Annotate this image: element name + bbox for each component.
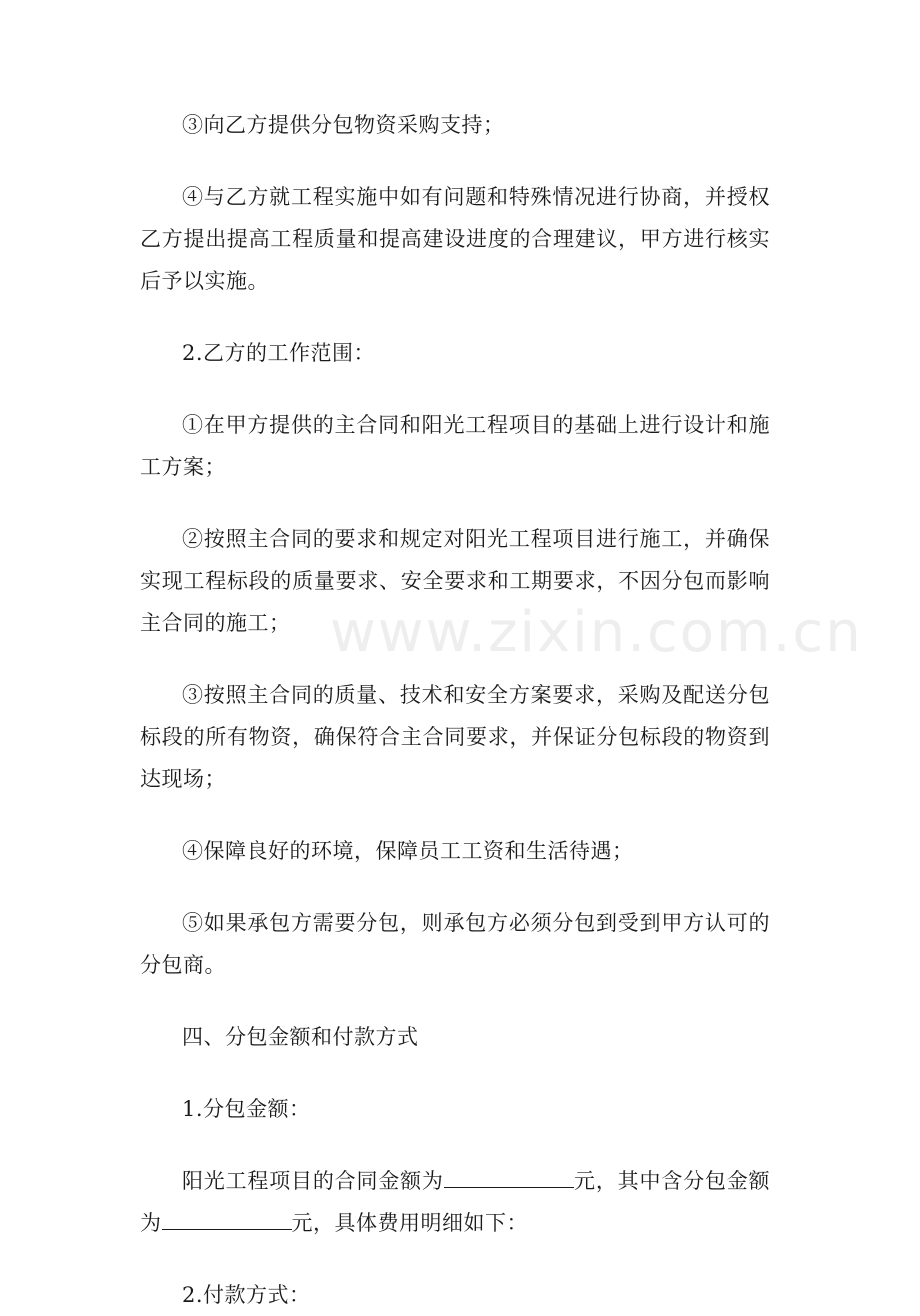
subcontract-amount-blank	[162, 1203, 292, 1230]
watermark-text: www.zixin.com.cn	[330, 600, 863, 665]
amount-text-1: 阳光工程项目的合同金额为	[182, 1169, 444, 1193]
chapter-4-heading: 四、分包金额和付款方式	[182, 1025, 419, 1049]
payment-method-heading: 2.付款方式：	[182, 1283, 311, 1307]
scope-item-3: ③按照主合同的质量、技术和安全方案要求，采购及配送分包标段的所有物资，确保符合主合同要求，并保证分包标段的物资到达现场；	[140, 683, 770, 791]
subcontract-amount-heading: 1.分包金额：	[182, 1097, 311, 1121]
clause-3-support: ③向乙方提供分包物资采购支持；	[182, 113, 505, 137]
scope-item-4: ④保障良好的环境，保障员工工资和生活待遇；	[182, 839, 634, 863]
scope-item-2: ②按照主合同的要求和规定对阳光工程项目进行施工，并确保实现工程标段的质量要求、安全要求和工期要求，不因分包而影响主合同的施工；	[140, 527, 770, 635]
section-2-heading: 2.乙方的工作范围：	[182, 341, 376, 365]
scope-item-1: ①在甲方提供的主合同和阳光工程项目的基础上进行设计和施工方案；	[140, 413, 770, 479]
amount-paragraph	[140, 1160, 770, 1244]
scope-item-5: ⑤如果承包方需要分包，则承包方必须分包到受到甲方认可的分包商。	[140, 911, 770, 977]
amount-text-3: 元，具体费用明细如下：	[291, 1211, 528, 1235]
contract-amount-blank	[444, 1161, 574, 1188]
clause-4-negotiation: ④与乙方就工程实施中如有问题和特殊情况进行协商，并授权乙方提出提高工程质量和提高建设进度的合理建议，甲方进行核实后予以实施。	[140, 185, 770, 293]
amount-text-2: 元，其中含分包金额为	[140, 1169, 771, 1235]
